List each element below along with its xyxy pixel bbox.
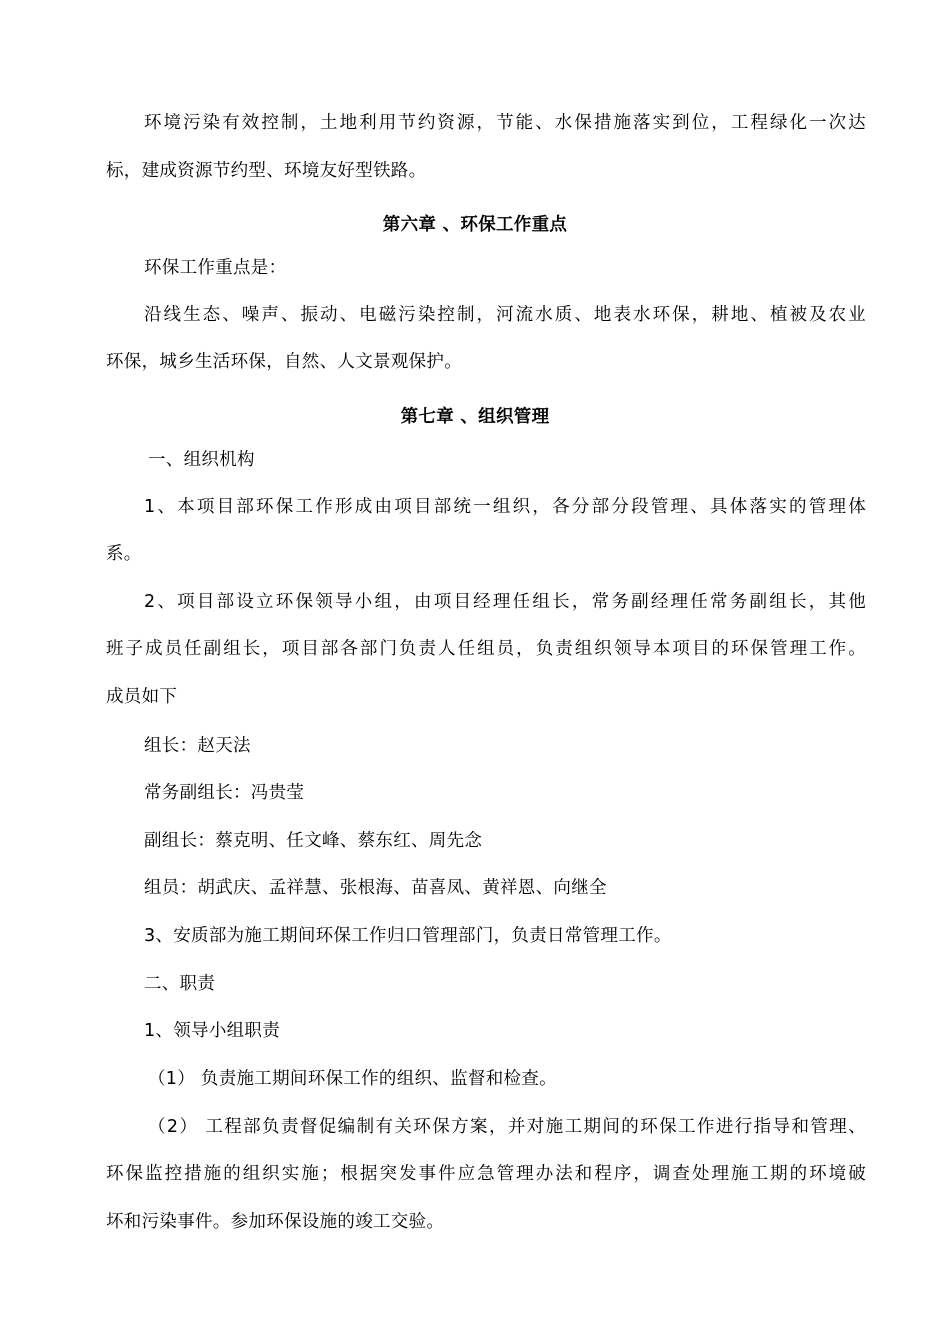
list-item: （2） 工程部负责督促编制有关环保方案，并对施工期间的环保工作进行指导和管理、: [148, 1117, 866, 1137]
paragraph-line: 标，建成资源节约型、环境友好型铁路。: [106, 161, 427, 181]
paragraph-line: 系。: [106, 544, 142, 564]
paragraph-line: 1、本项目部环保工作形成由项目部统一组织，各分部分段管理、具体落实的管理体: [144, 497, 866, 517]
paragraph-line: 环保，城乡生活环保，自然、人文景观保护。: [106, 352, 462, 372]
chapter-heading: 第七章 、组织管理: [400, 407, 550, 427]
member-line: 组员：胡武庆、孟祥慧、张根海、苗喜凤、黄祥恩、向继全: [144, 878, 607, 898]
section-heading: 二、职责: [144, 974, 216, 994]
chapter-heading: 第六章 、环保工作重点: [382, 215, 568, 235]
paragraph-line: 2、项目部设立环保领导小组，由项目经理任组长，常务副经理任常务副组长，其他: [144, 592, 866, 612]
subsection-heading: 1、领导小组职责: [144, 1021, 281, 1041]
paragraph-line: 环保监控措施的组织实施；根据突发事件应急管理办法和程序，调查处理施工期的环境破: [106, 1164, 866, 1184]
paragraph-line: 班子成员任副组长，项目部各部门负责人任组员，负责组织领导本项目的环保管理工作。: [106, 639, 866, 659]
member-line: 常务副组长：冯贵莹: [144, 783, 305, 803]
member-line: 组长：赵天法: [144, 736, 251, 756]
paragraph-line: 坏和污染事件。参加环保设施的竣工交验。: [106, 1212, 445, 1232]
list-item: （1） 负责施工期间环保工作的组织、监督和检查。: [148, 1069, 557, 1089]
paragraph-line: 成员如下: [106, 687, 178, 707]
paragraph-line: 环保工作重点是：: [144, 258, 287, 278]
paragraph-line: 3、安质部为施工期间环保工作归口管理部门，负责日常管理工作。: [144, 926, 672, 946]
member-line: 副组长：蔡克明、任文峰、蔡东红、周先念: [144, 831, 483, 851]
paragraph-line: 沿线生态、噪声、振动、电磁污染控制，河流水质、地表水环保，耕地、植被及农业: [144, 305, 866, 325]
section-heading: 一、组织机构: [148, 450, 255, 470]
paragraph-line: 环境污染有效控制，土地利用节约资源，节能、水保措施落实到位，工程绿化一次达: [144, 113, 866, 133]
